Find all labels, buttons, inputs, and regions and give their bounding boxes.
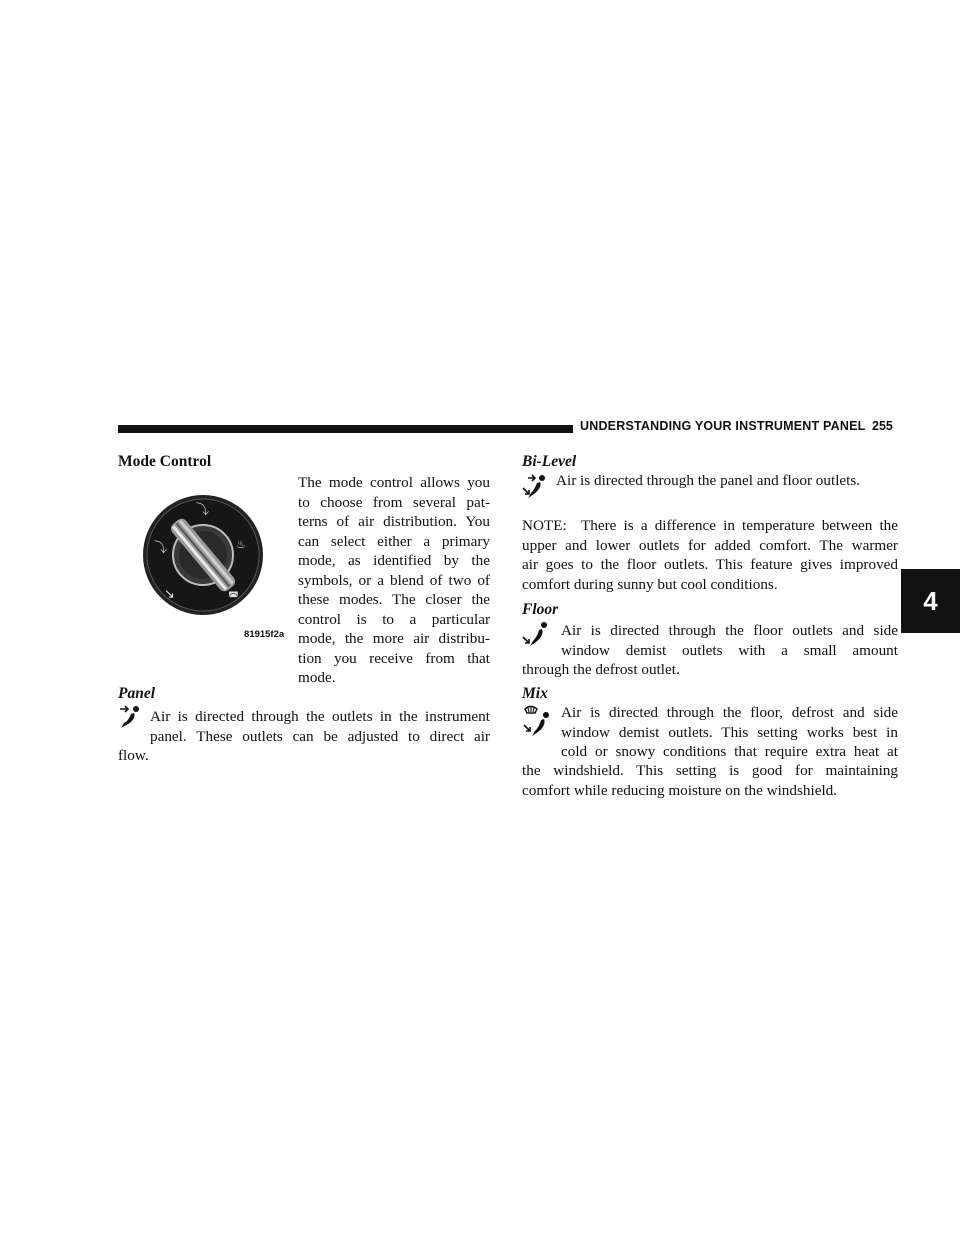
panel-text <box>150 707 490 746</box>
text-line: tion you receive from that <box>298 649 490 667</box>
panel-vent-icon <box>118 705 142 729</box>
mix-vent-icon <box>522 703 552 737</box>
text-line: comfort during sunny but cool conditions. <box>522 575 778 593</box>
chapter-tab: 4 <box>901 569 960 633</box>
header-rule <box>118 425 573 433</box>
mix-text-cont <box>522 761 898 800</box>
text-line: window demist outlets with a small amount <box>561 641 898 659</box>
text-line: the windshield. This setting is good for maintaining <box>522 762 898 779</box>
svg-text:◚: ◚ <box>228 590 239 603</box>
text-line: terns of air distribution. You <box>298 513 490 530</box>
text-line: can select either a primary <box>298 532 490 550</box>
figure-code: 81915f2a <box>244 629 285 640</box>
floor-text <box>561 621 898 660</box>
text-line: window demist outlets. This setting works best in <box>561 723 898 741</box>
note-label: NOTE: <box>522 517 567 534</box>
mode-control-knob-icon <box>140 492 270 622</box>
floor-vent-icon <box>522 621 550 649</box>
text-line: mode. <box>298 669 336 686</box>
mix-text <box>561 703 898 762</box>
text-line: flow. <box>118 747 149 764</box>
mode-control-heading: Mode Control <box>118 453 212 470</box>
svg-text:⤵: ⤵ <box>154 541 168 556</box>
svg-text:♨: ♨ <box>236 538 246 551</box>
bilevel-vent-icon <box>522 474 548 500</box>
text-line: control is to a particular <box>298 610 490 628</box>
text-line: The mode control allows you <box>298 474 490 491</box>
text-line: There is a difference in temperature between the <box>581 517 898 534</box>
bilevel-heading: Bi-Level <box>522 453 577 470</box>
text-line: these modes. The closer the <box>298 591 490 608</box>
text-line: Air is directed through the floor outlets and side <box>561 622 898 639</box>
mix-heading: Mix <box>522 685 548 702</box>
text-line: mode, as identified by the <box>298 552 490 569</box>
text-line: to choose from several pat- <box>298 493 490 511</box>
section-title: UNDERSTANDING YOUR INSTRUMENT PANEL <box>580 419 866 433</box>
text-line: cold or snowy conditions that require extra heat at <box>561 743 898 760</box>
text-line: panel. These outlets can be adjusted to direct air <box>150 727 490 745</box>
bilevel-text: Air is directed through the panel and floor outlets. <box>556 472 861 489</box>
text-line: comfort while reducing moisture on the windshield. <box>522 781 838 799</box>
text-line: upper and lower outlets for added comfort. The warmer <box>522 536 898 554</box>
text-line: Air is directed through the outlets in the instrument <box>150 708 490 725</box>
floor-heading: Floor <box>522 601 559 618</box>
panel-heading: Panel <box>118 685 156 702</box>
mode-control-body <box>298 473 490 688</box>
svg-text:⤵: ⤵ <box>196 503 210 518</box>
text-line: air goes to the floor outlets. This feature gives improved <box>522 556 898 573</box>
text-line: mode, the more air distribu- <box>298 630 490 647</box>
note-block <box>522 516 898 594</box>
svg-text:↘: ↘ <box>164 587 175 602</box>
text-line: through the defrost outlet. <box>522 661 680 678</box>
text-line: Air is directed through the floor, defrost and side <box>561 704 898 721</box>
text-line: symbols, or a blend of two of <box>298 571 490 589</box>
page-number: 255 <box>872 419 893 433</box>
